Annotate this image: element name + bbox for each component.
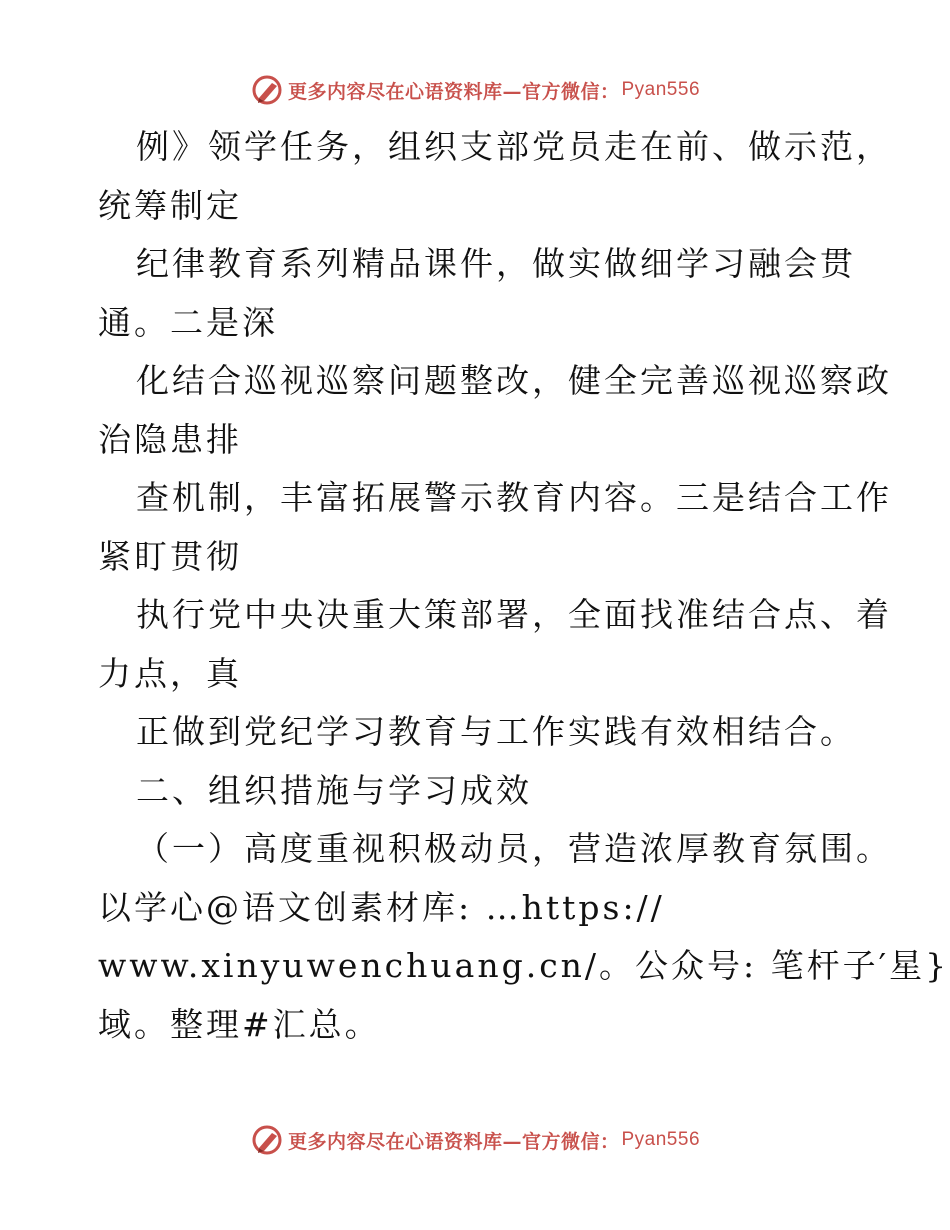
body-line: 纪律教育系列精品课件，做实做细学习融会贯 xyxy=(136,244,856,283)
footer-wechat-handle: Pyan556 xyxy=(621,1129,701,1150)
document-body xyxy=(98,118,950,1054)
pen-logo-icon xyxy=(250,1123,284,1157)
body-line: 化结合巡视巡察问题整改，健全完善巡视巡察政 xyxy=(136,361,892,400)
body-line: 例》领学任务，组织支部党员走在前、做示范， xyxy=(136,127,892,166)
header-banner xyxy=(0,70,950,110)
body-line: 统筹制定 xyxy=(98,185,242,225)
body-line: 紧盯贯彻 xyxy=(98,536,242,576)
pen-logo-icon xyxy=(250,73,284,107)
subsection-heading: （一）高度重视积极动员，营造浓厚教育氛围。 xyxy=(136,829,892,868)
body-line: www.xinyuwenchuang.cn/。公众号: 笔杆子′星} xyxy=(98,946,950,985)
body-line: 查机制，丰富拓展警示教育内容。三是结合工作 xyxy=(136,478,892,517)
body-line: 正做到党纪学习教育与工作实践有效相结合。 xyxy=(136,712,856,751)
body-line: 力点，真 xyxy=(98,653,242,693)
body-line: 域。整理#汇总。 xyxy=(98,1004,381,1044)
footer-banner xyxy=(0,1120,950,1160)
header-wechat-handle: Pyan556 xyxy=(621,79,701,100)
body-line: 通。二是深 xyxy=(98,302,278,342)
header-banner-text: 更多内容尽在心语资料库—官方微信： xyxy=(287,80,620,103)
body-line: 治隐患排 xyxy=(98,419,242,459)
body-line: 以学心@语文创素材库: …https:// xyxy=(98,887,665,927)
body-line: 执行党中央决重大策部署，全面找准结合点、着 xyxy=(136,595,892,634)
section-heading: 二、组织措施与学习成效 xyxy=(136,770,532,810)
footer-banner-text: 更多内容尽在心语资料库—官方微信： xyxy=(287,1130,620,1153)
